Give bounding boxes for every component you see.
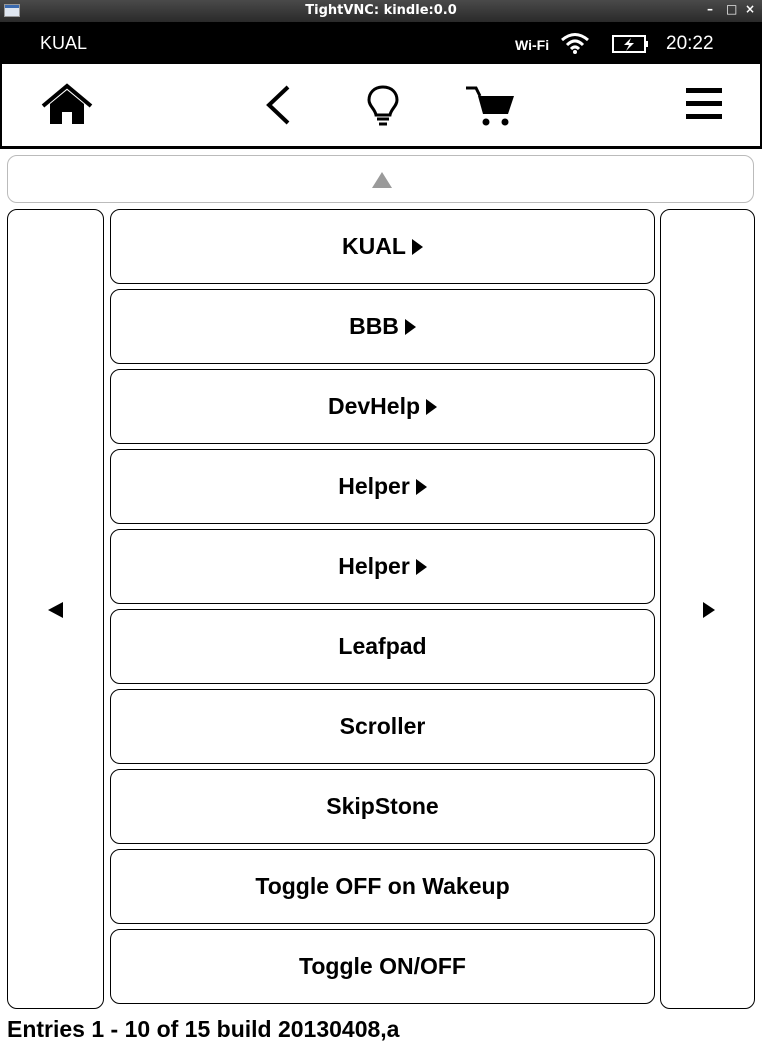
menu-item-toggle-off-on-wakeup[interactable] bbox=[110, 849, 655, 924]
cart-icon[interactable] bbox=[464, 84, 518, 128]
window-title: TightVNC: kindle:0.0 bbox=[305, 3, 457, 18]
menu-item-kual[interactable] bbox=[110, 209, 655, 284]
triangle-right-icon bbox=[703, 602, 715, 618]
menu-item-scroller[interactable] bbox=[110, 689, 655, 764]
menu-item-leafpad[interactable] bbox=[110, 609, 655, 684]
submenu-arrow-icon bbox=[405, 319, 416, 335]
status-bar bbox=[0, 22, 762, 64]
entries-status: Entries 1 - 10 of 15 build 20130408,a bbox=[7, 1016, 400, 1042]
clock: 20:22 bbox=[666, 33, 714, 54]
toolbar-divider bbox=[0, 146, 762, 149]
menu-item-label: DevHelp bbox=[327, 393, 421, 419]
submenu-arrow-icon bbox=[416, 479, 427, 495]
menu-item-devhelp[interactable] bbox=[110, 369, 655, 444]
menu-item-label: Leafpad bbox=[338, 633, 427, 659]
menu-item-label: Helper bbox=[338, 553, 410, 579]
menu-item-helper[interactable] bbox=[110, 449, 655, 524]
menu-item-label: KUAL bbox=[342, 233, 406, 259]
menu-item-label: Toggle ON/OFF bbox=[299, 953, 466, 979]
hamburger-menu-icon[interactable] bbox=[686, 86, 722, 122]
battery-charging-icon bbox=[612, 34, 650, 54]
menu-item-helper-2[interactable] bbox=[110, 529, 655, 604]
triangle-left-icon bbox=[48, 602, 63, 618]
minimize-button[interactable]: – bbox=[707, 2, 713, 16]
menu-item-label: Toggle OFF on Wakeup bbox=[255, 873, 510, 899]
submenu-arrow-icon bbox=[412, 239, 423, 255]
vnc-titlebar bbox=[0, 0, 762, 22]
wifi-label: Wi-Fi bbox=[515, 37, 550, 53]
menu-item-toggle-on-off[interactable] bbox=[110, 929, 655, 1004]
chevron-left-icon[interactable] bbox=[262, 84, 292, 126]
previous-page-button[interactable] bbox=[7, 209, 104, 1009]
wifi-icon bbox=[560, 31, 590, 55]
app-name: KUAL bbox=[40, 33, 88, 53]
submenu-arrow-icon bbox=[416, 559, 427, 575]
maximize-button[interactable]: □ bbox=[726, 2, 738, 16]
close-button[interactable]: × bbox=[745, 2, 756, 16]
next-page-button[interactable] bbox=[660, 209, 755, 1009]
submenu-arrow-icon bbox=[426, 399, 437, 415]
menu-item-label: BBB bbox=[349, 313, 399, 339]
menu-item-label: Helper bbox=[338, 473, 410, 499]
scroll-up-button[interactable] bbox=[7, 155, 754, 203]
triangle-up-icon bbox=[372, 172, 392, 188]
home-icon[interactable] bbox=[40, 82, 94, 128]
lightbulb-icon[interactable] bbox=[366, 84, 400, 128]
menu-item-label: Scroller bbox=[339, 713, 426, 739]
menu-item-skipstone[interactable] bbox=[110, 769, 655, 844]
menu-item-bbb[interactable] bbox=[110, 289, 655, 364]
menu-item-label: SkipStone bbox=[326, 793, 439, 819]
